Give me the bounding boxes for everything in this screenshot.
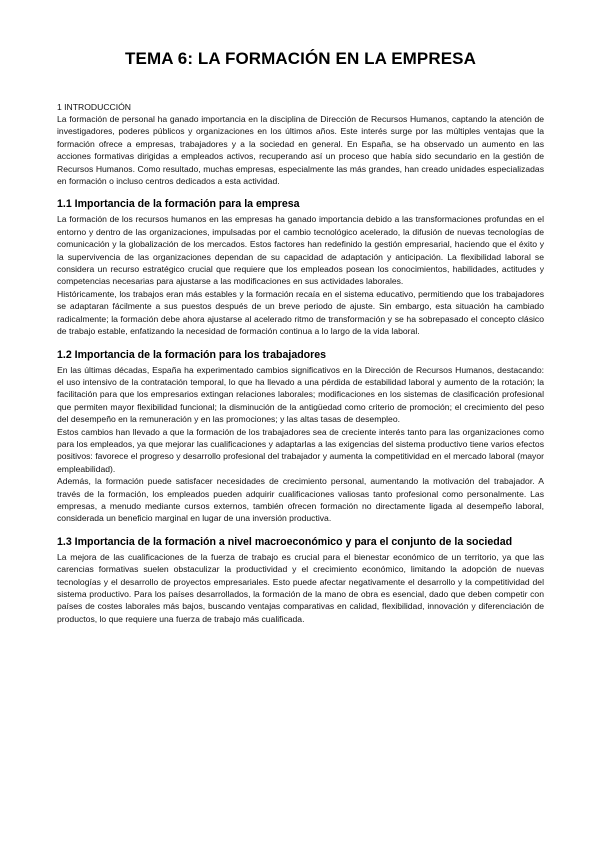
document-page	[57, 48, 544, 625]
section-paragraph: Históricamente, los trabajos eran más estables y la formación recaía en el sistema educativo, permitiendo que los trabajadores se adaptaran fácilmente a sus puestos después de un breve periodo de ajuste. Sin embargo, esta situación ha cambiado radicalmente; la formación debe ahora ajustarse al acelerado ritmo de transformación y se ha sobrepasado el concepto clásico de trabajo estable, enfatizando la necesidad de formación continua a lo largo de la vida laboral.	[57, 288, 544, 337]
section-heading: 1.3 Importancia de la formación a nivel macroeconómico y para el conjunto de la sociedad	[57, 535, 513, 548]
section-paragraph: En las últimas décadas, España ha experimentado cambios significativos en la Dirección de Recursos Humanos, destacando: el uso intensivo de la contratación temporal, lo que ha llevado a una pérdida de estabilidad laboral y aumento de la rotación; la facilitación para que los empresarios extingan relaciones laborales; modificaciones en los sistemas de clasificación profesional que permiten mayor flexibilidad funcional; la disminución de la antigüedad como criterio de promoción; el crecimiento del peso del desempeño en la remuneración y en las promociones; y las altas tasas de desempleo.	[57, 364, 544, 425]
section-paragraph: Estos cambios han llevado a que la formación de los trabajadores sea de creciente interés tanto para las organizaciones como para los empleados, ya que mejorar las cualificaciones y adaptarlas a las exigencias del sistema productivo tiene varios efectos positivos: favorece el progreso y desarrollo profesional del trabajador y aumenta la competitividad en el mercado laboral (mayor empleabilidad).	[57, 426, 544, 474]
intro-heading: 1 INTRODUCCIÓN	[57, 102, 132, 112]
section-paragraph: La mejora de las cualificaciones de la fuerza de trabajo es crucial para el bienestar económico de un territorio, ya que las carencias formativas suelen obstaculizar la productividad y el crecimiento económico, limitando la adopción de nuevas tecnologías y el desarrollo de proyectos empresariales. Esto puede afectar negativamente el desarrollo y la competitividad del sistema productivo. Para los países desarrollados, la formación de la mano de obra es esencial, dado que deben competir con países de costes laborales más bajos, buscando ventajas comparativas en calidad, flexibilidad, innovación y diferenciación de productos, lo que requiere una fuerza de trabajo más cualificada.	[57, 551, 544, 624]
intro-paragraph: La formación de personal ha ganado importancia en la disciplina de Dirección de Recursos Humanos, captando la atención de investigadores, poderes públicos y organizaciones en los últimos años. Este interés surge por las múltiples ventajas que la formación ofrece a empresas, trabajadores y a la sociedad en general. En España, se ha observado un aumento en las acciones formativas dirigidas a empleados activos, recuperando así un proceso que había sido secundario en la gestión de Recursos Humanos. Como resultado, muchas empresas, especialmente las más grandes, han creado unidades especializadas en formación o incluso centros dedicados a esta actividad.	[57, 114, 544, 187]
section-company	[57, 197, 544, 337]
section-heading: 1.1 Importancia de la formación para la empresa	[57, 198, 300, 211]
section-paragraph: Además, la formación puede satisfacer necesidades de crecimiento personal, aumentando la motivación del trabajador. A través de la formación, los empleados pueden adquirir cualificaciones valiosas tanto profesional como personalmente. Las empresas, a menudo mediante cursos externos, también ofrecen formación no directamente ligada al desempeño laboral, considerada un beneficio marginal en lugar de una inversión productiva.	[57, 476, 544, 524]
page-title: TEMA 6: LA FORMACIÓN EN LA EMPRESA	[125, 49, 476, 68]
section-heading: 1.2 Importancia de la formación para los trabajadores	[57, 348, 327, 361]
intro-section	[57, 101, 544, 187]
section-paragraph: La formación de los recursos humanos en las empresas ha ganado importancia debido a las transformaciones profundas en el entorno y dentro de las organizaciones, impulsadas por el cambio tecnológico acelerado, la difusión de nuevas tecnologías de comunicación y la globalización de los mercados. Estos factores han redefinido la gestión empresarial, haciendo que el éxito y la supervivencia de las organizaciones dependan de su capacidad de adaptación y anticipación. La flexibilidad laboral se considera un recurso estratégico crucial que requiere que los empleados posean los conocimientos, habilidades, actitudes y competencias necesarias para ajustarse a las modificaciones en sus actividades laborales.	[57, 214, 544, 287]
section-macroeconomic	[57, 535, 544, 625]
section-workers	[57, 348, 544, 525]
